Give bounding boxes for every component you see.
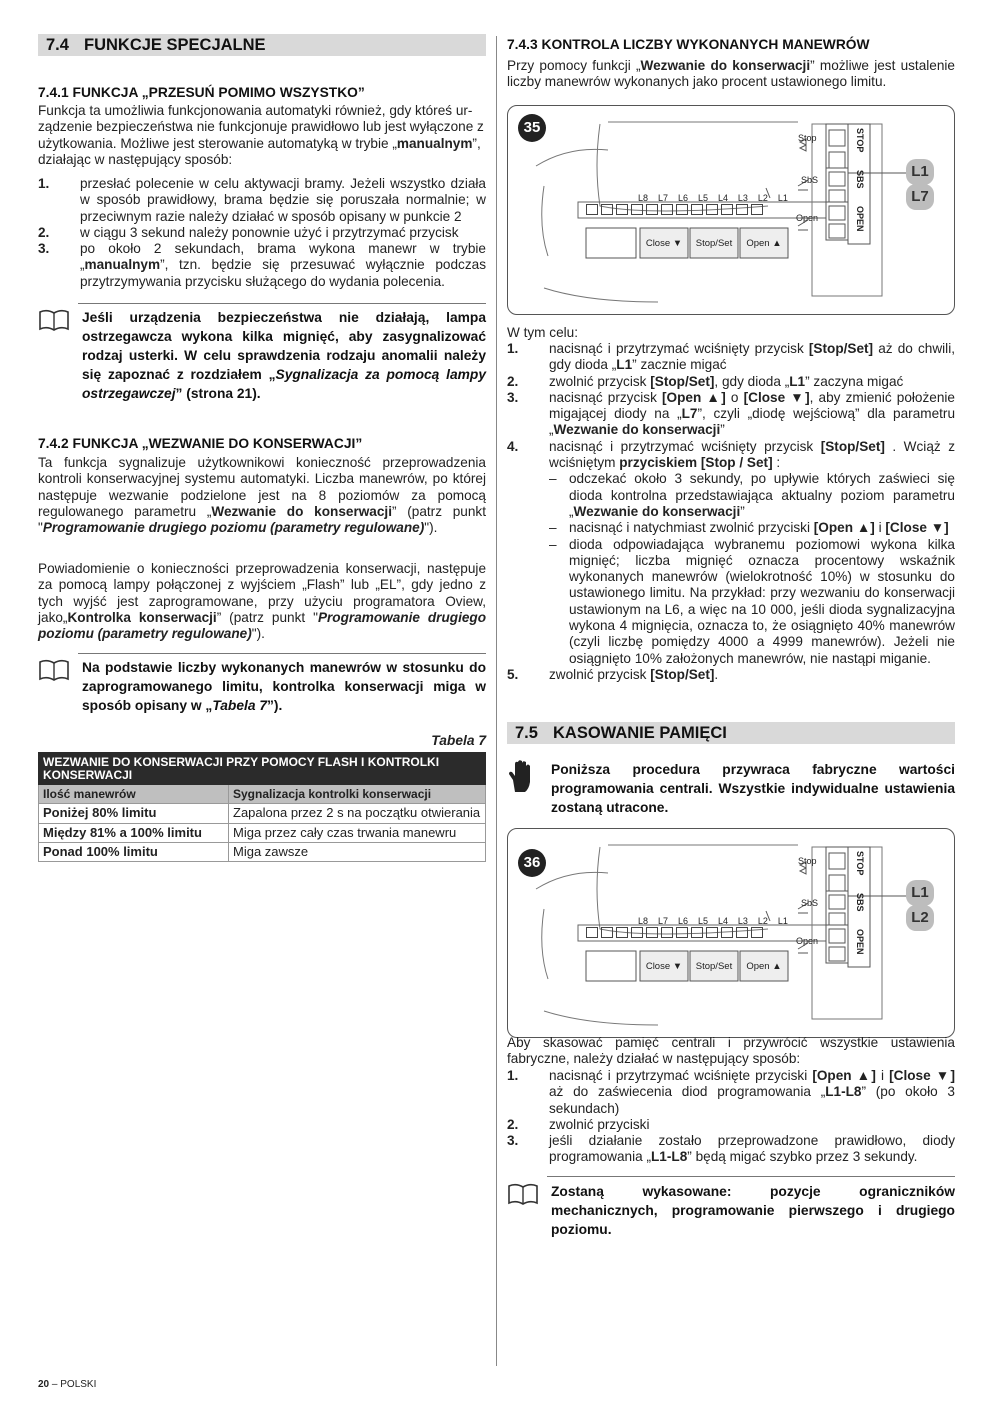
list-item: 1. nacisnąć i przytrzymać wciśnięte przyciski [Open ▲] i [Close ▼] aż do zaświecenia diod programowania „L1-L8” (po około 3 sekundach) [507, 1068, 956, 1116]
hand-icon [507, 760, 551, 817]
heading-7-4-1: 7.4.1 FUNKCJA „PRZESUŃ POMIMO WSZYSTKO” [38, 85, 365, 100]
led-labels: L8 L7 L6 L5 L4 L3 L2 L1 [638, 916, 788, 926]
section-7-5-header: 7.5 KASOWANIE PAMIĘCI [507, 722, 955, 744]
list-item: 3. jeśli działanie zostało przeprowadzone prawidłowo, diody programowania „L1-L8” będą migać szybko przez 3 sekundy. [507, 1133, 955, 1165]
figure-number: 36 [518, 849, 546, 877]
open-terminal: OPEN [855, 929, 865, 955]
led-callout-l2: L2 [906, 905, 934, 931]
stop-set-button: Stop/Set [695, 961, 733, 972]
paragraph-7-4-3: Przy pomocy funkcji „Wezwanie do konserwacji” możliwe jest ustalenie liczby manewrów wykonanych jako procent ustawionego limitu. [507, 58, 955, 90]
divider [78, 653, 486, 654]
book-icon [38, 658, 82, 715]
list-item: 2. zwolnić przyciski [507, 1116, 650, 1132]
list-7-5 [507, 1068, 955, 1166]
heading-7-4-2: 7.4.2 FUNKCJA „WEZWANIE DO KONSERWACJI” [38, 436, 363, 451]
open-button: Open ▲ [746, 961, 782, 972]
open-terminal: OPEN [855, 206, 865, 232]
warning-7-5: Poniższa procedura przywraca fabryczne wartości programowania centrali. Wszystkie indywidualne ustawienia zostaną utracone. [507, 760, 955, 817]
note-7-4-1: Jeśli urządzenia bezpieczeństwa nie działają, lampa ostrzegawcza wykona kilka mignięć, aby zasygnalizować rodzaj usterki. W celu sprawdzenia rodzaju anomalii należy się zapoznać z rozdziałem „Sygnalizacja za pomocą lampy ostrzegawczej” (strona 21). [38, 308, 486, 403]
figure-35 [507, 105, 955, 315]
list-item: 1. przesłać polecenie w celu aktywacji bramy. Jeżeli wszystko działa w sposób prawidłowy, brama będzie się poruszała normalnie; w przeciwnym razie należy działać w sposób opisany w punkcie 2 [38, 176, 486, 224]
table-caption: Tabela 7 [431, 733, 486, 748]
column-divider [496, 36, 497, 1366]
section-7-4-header: 7.4 FUNKCJE SPECJALNE [38, 34, 486, 56]
led-labels: L8 L7 L6 L5 L4 L3 L2 L1 [638, 193, 788, 203]
table-row: Ponad 100% limitu Miga zawsze [39, 842, 486, 861]
stop-label: Stop [798, 856, 817, 866]
page-footer: 20 – POLSKI [38, 1379, 97, 1390]
column-header: Ilość manewrów [39, 785, 229, 804]
list-item: 5. zwolnić przycisk [Stop/Set]. [507, 666, 719, 682]
stop-terminal: STOP [855, 851, 865, 876]
stop-label: Stop [798, 133, 817, 143]
note-7-4-2: Na podstawie liczby wykonanych manewrów w stosunku do zaprogramowanego limitu, kontrolka konserwacji miga w sposób opisany w „Tabela 7”). [38, 658, 486, 715]
list-item: 1. nacisnąć i przytrzymać wciśnięty przycisk [Stop/Set] aż do chwili, gdy dioda „L1” zacznie migać [507, 341, 955, 373]
note-7-5: Zostaną wykasowane: pozycje ograniczników mechanicznych, programowanie pierwszego i drugiego poziomu. [507, 1182, 955, 1239]
list-7-4-1 [38, 176, 486, 290]
maintenance-table [38, 752, 486, 862]
sbs-terminal: SBS [855, 170, 865, 189]
lead-7-4-3: W tym celu: [507, 325, 578, 340]
led-callout-l7: L7 [906, 184, 934, 210]
table-row: Poniżej 80% limitu Zapalona przez 2 s na początku otwierania [39, 804, 486, 823]
paragraph-7-4-2-a: Ta funkcja sygnalizuje użytkownikowi konieczność przeprowadzenia kontroli konserwacyjnej systemu automatyki. Liczba manewrów, po której następuje wezwanie podzielone jest na 8 poziomów za pomocą regulowanego parametru „Wezwanie do konserwacji” (patrz punkt "Programowanie drugiego poziomu (parametry regulowane)"). [38, 455, 486, 536]
led-callout-l1: L1 [906, 880, 934, 906]
list-item: 3. nacisnąć przycisk [Open ▲] o [Close ▼], aby zmienić położenie migającej diody na „L7”, czyli „diodę wejściową” dla parametru „Wezwanie do konserwacji” [507, 389, 955, 438]
open-label: Open [796, 936, 819, 946]
column-header: Sygnalizacja kontrolki konserwacji [229, 785, 486, 804]
led-row [586, 927, 786, 938]
book-icon [38, 308, 82, 403]
stop-terminal: STOP [855, 128, 865, 153]
stop-set-button: Stop/Set [695, 238, 733, 249]
sbs-label: SbS [801, 175, 819, 185]
close-button: Close ▼ [645, 961, 683, 972]
lead-7-5: Aby skasować pamięć centrali i przywrócić wszystkie ustawienia fabryczne, należy działać w następujący sposób: [507, 1035, 955, 1067]
list-item: 2. zwolnić przycisk [Stop/Set], gdy dioda „L1” zaczyna migać [507, 373, 904, 389]
list-item: 4. nacisnąć i przytrzymać wciśnięty przycisk [Stop/Set] . Wciąż z wciśniętym przyciskiem [Stop / Set] : – odczekać około 3 sekundy, po upływie których zaświeci się dioda kontrolna przedstawiająca aktualny poziom parametru „Wezwanie do konserwacji” – nacisnąć i natychmiast zwolnić przyciski [Open ▲] i [Close ▼] – dioda odpowiadająca wybranemu poziomowi wykona kilka mignięć; liczba mignięć oznacza procentowy wskaźnik wykonanych manewrów (wielokrotność 10%) w stosunku do ustawionego limitu. Na przykład: przy wezwaniu do konserwacji ustawionym na L6, a więc na 10 000, jeśli dioda sygnalizacyjna wykona 4 mignięcia, oznacza to, że osiągnięto 40% manewrów (czyli liczbę pomiędzy 4000 a 4999 manewrów). Jeżeli nie osiągnięto 10% założonych manewrów, nie nastąpi miganie. [507, 438, 955, 666]
book-icon [507, 1182, 551, 1239]
heading-7-4-3: 7.4.3 KONTROLA LICZBY WYKONANYCH MANEWRÓW [507, 37, 870, 52]
list-item: 2. w ciągu 3 sekund należy ponownie użyć i przytrzymać przycisk [38, 224, 459, 240]
figure-36 [507, 828, 955, 1038]
led-callout-l1: L1 [906, 159, 934, 185]
table-header: WEZWANIE DO KONSERWACJI PRZY POMOCY FLASH I KONTROLKI KONSERWACJI [39, 753, 486, 785]
open-label: Open [796, 213, 819, 223]
list-7-4-3 [507, 341, 955, 683]
led-row [586, 204, 786, 215]
close-button: Close ▼ [645, 238, 683, 249]
paragraph-7-4-1: Funkcja ta umożliwia funkcjonowania automatyki również, gdy któreś ur- ządzenie bezpieczeństwa nie funkcjonuje prawidłowo lub jest wyłączone z użytkowania. Możliwe jest sterowanie automatyką w trybie „manualnym”, działając w następujący sposób: [38, 103, 484, 167]
sbs-label: SbS [801, 898, 819, 908]
figure-number: 35 [518, 114, 546, 142]
divider [78, 303, 486, 304]
divider [547, 1176, 955, 1177]
paragraph-7-4-2-b: Powiadomienie o konieczności przeprowadzenia konserwacji, następuje za pomocą lampy połączonej z wyjściem „Flash” lub „EL”, gdy jedno z tych wyjść jest zaprogramowane, przy użyciu programatora Oview, jako„Kontrolka konserwacji” (patrz punkt "Programowanie drugiego poziomu (parametry regulowane)"). [38, 561, 487, 642]
open-button: Open ▲ [746, 238, 782, 249]
sbs-terminal: SBS [855, 893, 865, 912]
table-row: Między 81% a 100% limitu Miga przez cały czas trwania manewru [39, 823, 486, 842]
list-item: 3. po około 2 sekundach, brama wykona manewr w trybie „manualnym”, tzn. będzie się przesuwać wyłącznie podczas przytrzymywania przycisku służącego do wydania polecenia. [38, 241, 486, 289]
